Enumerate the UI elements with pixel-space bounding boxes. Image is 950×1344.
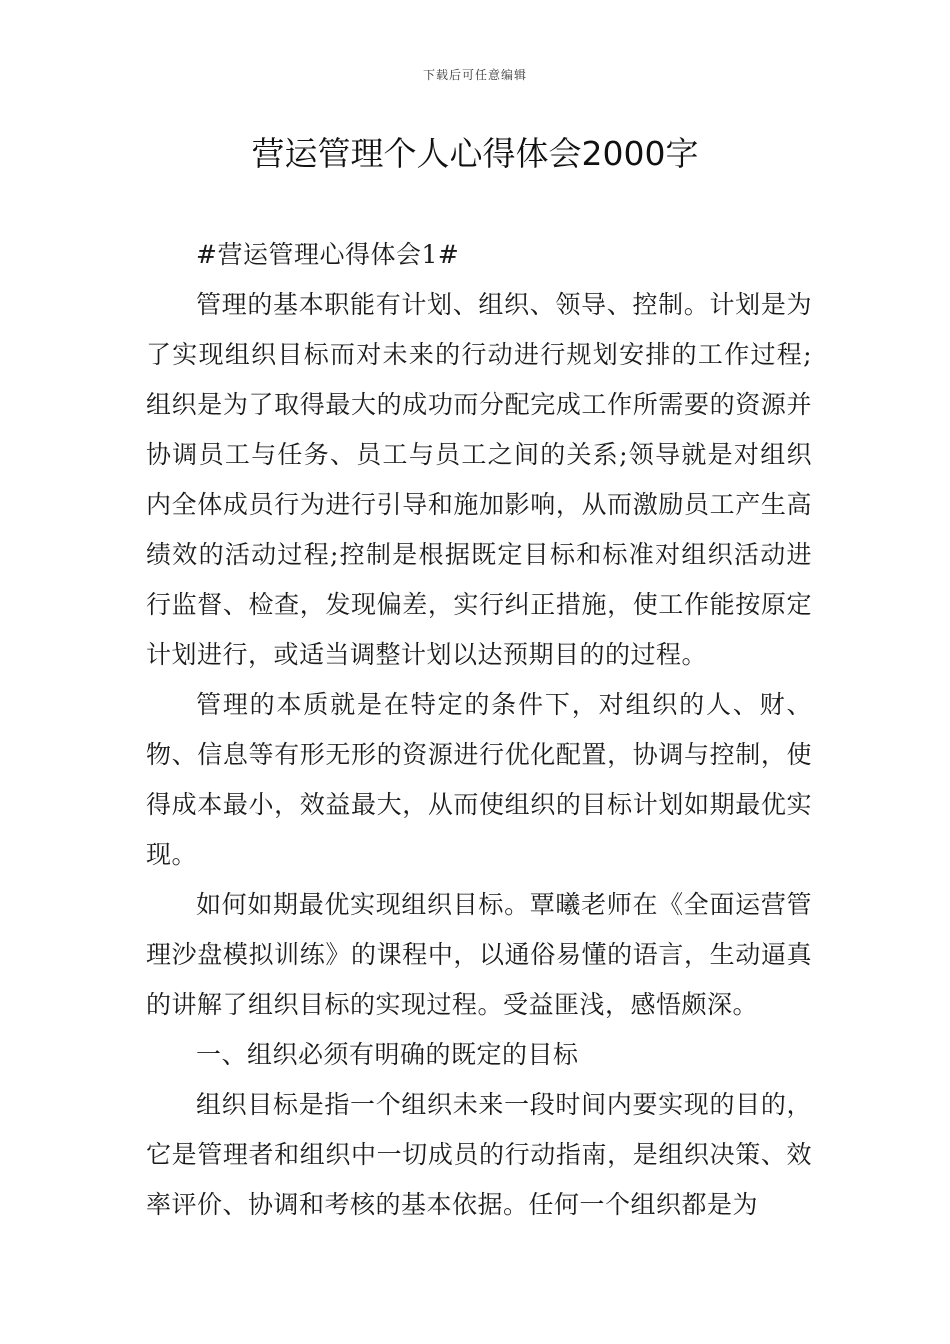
header-note: 下载后可任意编辑 <box>422 68 527 82</box>
paragraph: 管理的本质就是在特定的条件下，对组织的人、财、物、信息等有形无形的资源进行优化配置，协调与控制，使得成本最小，效益最大，从而使组织的目标计划如期最优实现。 <box>146 690 812 869</box>
paragraph: 管理的基本职能有计划、组织、领导、控制。计划是为了实现组织目标而对未来的行动进行规划安排的工作过程;组织是为了取得最大的成功而分配完成工作所需要的资源并协调员工与任务、员工与员工之间的关系;领导就是对组织内全体成员行为进行引导和施加影响，从而激励员工产生高绩效的活动过程;控制是根据既定目标和标准对组织活动进行监督、检查，发现偏差，实行纠正措施，使工作能按原定计划进行，或适当调整计划以达预期目的的过程。 <box>146 290 812 669</box>
section-heading: #营运管理心得体会1# <box>196 240 460 269</box>
document-title: 营运管理个人心得体会2000字 <box>251 134 699 173</box>
paragraph: 如何如期最优实现组织目标。覃曦老师在《全面运营管理沙盘模拟训练》的课程中，以通俗易懂的语言，生动逼真的讲解了组织目标的实现过程。受益匪浅，感悟颇深。 <box>146 890 812 1019</box>
paragraph: 组织目标是指一个组织未来一段时间内要实现的目的，它是管理者和组织中一切成员的行动指南，是组织决策、效率评价、协调和考核的基本依据。任何一个组织都是为 <box>146 1090 812 1219</box>
document-body <box>146 230 812 1230</box>
subsection-heading: 一、组织必须有明确的既定的目标 <box>196 1040 579 1069</box>
